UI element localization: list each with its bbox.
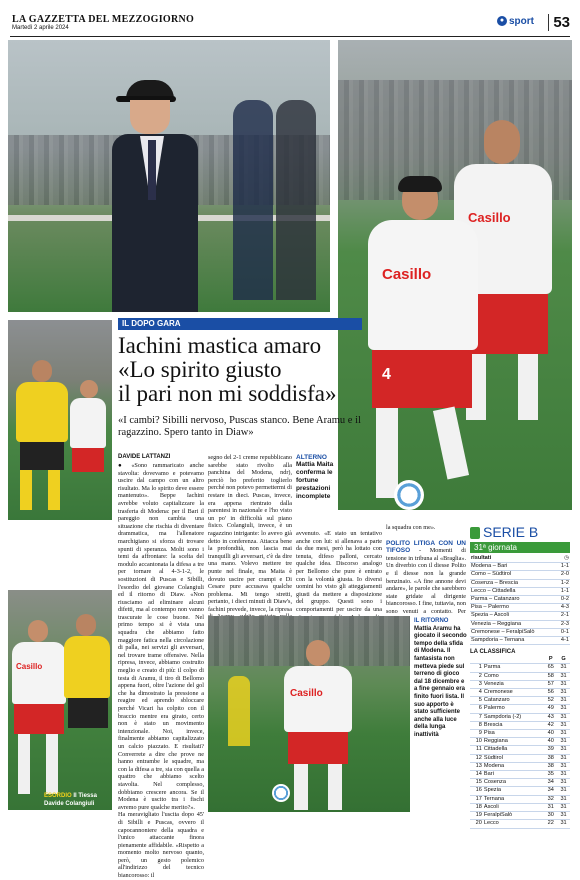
standings-pos: 15 (470, 779, 483, 787)
standings-team: Lecco (483, 820, 544, 828)
alt-box (296, 454, 342, 501)
standings-points: 38 (544, 762, 557, 770)
standings-pos: 11 (470, 746, 483, 754)
standings-played: 31 (557, 697, 570, 705)
result-row (470, 563, 570, 571)
standings-row (470, 754, 570, 762)
standings-team: Palermo (483, 705, 544, 713)
standings-played: 31 (557, 803, 570, 811)
standings-team: Cittadella (483, 746, 544, 754)
alt-label: ALTERNO (296, 454, 327, 461)
standings-team: Brescia (483, 721, 544, 729)
result-match: Modena – Bari (470, 563, 557, 571)
standings-played: 31 (557, 721, 570, 729)
standings-played: 31 (557, 746, 570, 754)
photo-aramu-return: Casillo (208, 616, 410, 812)
result-score: 2-3 (557, 620, 570, 628)
serie-b-box (470, 524, 570, 829)
standings-played: 31 (557, 680, 570, 688)
standings-pos: 5 (470, 697, 483, 705)
standings-pos: 8 (470, 721, 483, 729)
standings-pos: 1 (470, 664, 483, 672)
standings-played: 31 (557, 672, 570, 680)
standings-points: 42 (544, 721, 557, 729)
article-column-4: la squadra con me». POLITO LITIGA CON UN TIFOSO - Momenti di tensione in tribuna al «Braglia». Un diverbio con il diesse Polito e il diesse non la grande benzinaio. «A fine annone devi andare», le parole che sarebbero state gridate al dirigente biancorosso. I fine, tuttavia, non sono venuti a contatto. Per (386, 524, 467, 615)
standings-played: 31 (557, 779, 570, 787)
standings-row (470, 771, 570, 779)
page-number: 53 (548, 14, 570, 31)
page-header (10, 14, 570, 37)
section-brand: ● sport (497, 16, 534, 27)
photo-players-duel: Casillo Casillo 4 (338, 40, 572, 510)
standings-row (470, 820, 570, 828)
result-match: Cosenza – Brescia (470, 579, 557, 587)
caption-ritorno-text: Mattia Aramu ha giocato il secondo tempo della sfida di Modena. Il fantasista non metteva piede sul terreno di gioco dal 18 dicembre e a fine gennaio era finito fuori lista. Il suo apporto è stato sufficiente anche alla luce della lunga inattività (414, 625, 467, 738)
standings-team: Spezia (483, 787, 544, 795)
standings-team: Como (483, 672, 544, 680)
standings-points: 40 (544, 738, 557, 746)
result-row (470, 628, 570, 636)
standings-points: 38 (544, 754, 557, 762)
standings-played: 31 (557, 754, 570, 762)
standings-points: 34 (544, 787, 557, 795)
standings-pos: 4 (470, 689, 483, 697)
standings-played: 31 (557, 762, 570, 770)
result-match: Pisa – Palermo (470, 604, 557, 612)
results-label: risultati (470, 555, 557, 563)
standings-row (470, 721, 570, 729)
result-match: Venezia – Reggiana (470, 620, 557, 628)
standings-table (470, 656, 570, 828)
serie-b-logo-icon (470, 527, 480, 539)
standings-pos: 14 (470, 771, 483, 779)
caption-esordio-label: ESORDIO (44, 793, 72, 799)
standings-played: 31 (557, 787, 570, 795)
result-row (470, 587, 570, 595)
photo-colangiuli-debut: Casillo (8, 590, 112, 810)
result-score: 0-2 (557, 596, 570, 604)
standings-played: 31 (557, 730, 570, 738)
result-score: 4-1 (557, 637, 570, 645)
standings-row (470, 680, 570, 688)
standings-team: Catanzaro (483, 697, 544, 705)
serie-b-title: SERIE B (470, 524, 570, 540)
sidebar-title: POLITO LITIGA CON UN TIFOSO (386, 539, 466, 555)
result-row (470, 612, 570, 620)
standings-team: Venezia (483, 680, 544, 688)
standings-pos: 2 (470, 672, 483, 680)
standings-played: 31 (557, 771, 570, 779)
result-match: Parma – Catanzaro (470, 596, 557, 604)
standings-points: 32 (544, 795, 557, 803)
standings-points: 31 (544, 803, 557, 811)
photo-modena-bari-action (8, 320, 112, 520)
standings-points: 39 (544, 746, 557, 754)
article-column-3: avvenuto. «E stato un tentativo anche con lui: si allenava a parte da due mesi, però ha lottato con tenuta, difeso palloni, cercato qualche idea. Discorso analogo per Bellomo che pure è entrato con la volontà giusta. Io diversi uomini ho visto gli atteggiamenti giusti da mettere a disposizione del gruppo. Questi sono i comportamenti per uscire da una (296, 530, 382, 613)
article-column-1: ● «Sono rammaricato anche stavolta: dovevamo e potevamo uscire dal campo con un altro risultato. Ma lo spirito deve essere mantenuto». Beppe Iachini avrebbe voluto capitalizzare la trasferta di Modena: per il Bari il pareggio non cambia una situazione che rischia di diventare drammatica, ma l'allenatore marchigiano si sforza di trovare spunti di speranza. Molti sono i temi da affrontare: la scelta del modulo accantonata la difesa a tre per tornare al 4-3-1-2, le sostituzioni di Puscas e Sibilli, l'esordio del giovane Colangiuli ed il ritorno di Diaw. «Non riusciamo ad eliminare alcuni difetti, ma al contempo non vanno trascurate le cose buone. Nel primo tempo si è vista una squadra che abbiamo fatto maggiore fatica nella circolazione di palla, nei servizi gli avversari, nel trovare trame offensive. Nella ripresa, invece, abbiamo costruito meglio e creato di più: il colpo di testa di Aramu, il tiro di Bellomo appena fuori, oltre l'azione del gol che ha dimostrato la pressione a reagire ed aprendo sbloccare perché Vicari ha colpito con il braccio mentre era girato, certo non è stato un movimento intenzionale. Noi, invece, finalmente abbiamo capitalizzato un calcio piazzato. E risultati? Converrete a dire che prove ne hanno entrambe le squadre, ma con la difesa a tre, sia con quella a quattro che abbiamo scelto stavolta. Nel complesso, dobbiamo crescere ancora. Se il Modena è uscito tra i fischi avremo pure qualche merito?». Ha meravigliato l'uscita dopo 45' di Sibilli e Puscas, ovvero il capocannoniere della squadra e l'unico attaccante finora pienamente affidabile. «Rispetto a momento molto nervoso quanto, però, un gesto polemico all'indirizzo del tecnico biancorosso: il (118, 462, 204, 880)
standings-team: Modena (483, 762, 544, 770)
result-row (470, 620, 570, 628)
standings-team: FeralpiSalò (483, 812, 544, 820)
standings-row (470, 779, 570, 787)
standings-points: 22 (544, 820, 557, 828)
result-row (470, 637, 570, 645)
standings-row (470, 787, 570, 795)
standings-row (470, 795, 570, 803)
byline: DAVIDE LATTANZI (118, 454, 171, 460)
standings-played: 31 (557, 738, 570, 746)
standings-points: 34 (544, 779, 557, 787)
caption-esordio-text: Il Tiessa Davide Colangiuli (44, 793, 97, 807)
standings-label: LA CLASSIFICA (470, 649, 516, 656)
headline-line: «Lo spirito giusto (118, 357, 282, 382)
standings-points: 43 (544, 713, 557, 721)
standings-row (470, 664, 570, 672)
result-row (470, 604, 570, 612)
standings-header: P G (470, 656, 570, 664)
result-match: Cremonese – FeralpiSalò (470, 628, 557, 636)
round-banner: 31ª giornata (470, 542, 570, 553)
standings-points: 65 (544, 664, 557, 672)
standings-row (470, 738, 570, 746)
standings-points: 49 (544, 705, 557, 713)
standings-team: Ascoli (483, 803, 544, 811)
standings-pos: 18 (470, 803, 483, 811)
standings-row (470, 812, 570, 820)
standings-team: Ternana (483, 795, 544, 803)
result-score: 0-1 (557, 628, 570, 636)
standings-pos: 16 (470, 787, 483, 795)
standings-played: 31 (557, 713, 570, 721)
subheadline: «I cambi? Sibilli nervoso, Puscas stanco. Bene Aramu e il ragazzino. Spero tanto in Diaw» (118, 415, 361, 438)
standings-points: 57 (544, 680, 557, 688)
standings-row (470, 672, 570, 680)
standings-row (470, 762, 570, 770)
result-match: Spezia – Ascoli (470, 612, 557, 620)
standings-pos: 13 (470, 762, 483, 770)
standings-played: 31 (557, 689, 570, 697)
caption-ritorno (414, 618, 468, 740)
result-match: Como – Südtirol (470, 571, 557, 579)
standings-pos: 9 (470, 730, 483, 738)
newspaper-name: LA GAZZETTA DEL MEZZOGIORNO (12, 14, 195, 25)
standings-points: 40 (544, 730, 557, 738)
standings-points: 35 (544, 771, 557, 779)
standings-points: 58 (544, 672, 557, 680)
result-score: 4-3 (557, 604, 570, 612)
result-score: 1-2 (557, 579, 570, 587)
standings-played: 31 (557, 812, 570, 820)
result-score: 1-1 (557, 563, 570, 571)
standings-played: 31 (557, 820, 570, 828)
standings-pos: 12 (470, 754, 483, 762)
standings-pos: 17 (470, 795, 483, 803)
clock-icon: ◷ (557, 555, 570, 563)
headline (118, 334, 368, 406)
caption-ritorno-label: IL RITORNO (414, 618, 449, 624)
standings-pos: 10 (470, 738, 483, 746)
standings-team: Bari (483, 771, 544, 779)
standings-row (470, 803, 570, 811)
issue-date: Martedì 2 aprile 2024 (12, 25, 69, 31)
result-score: 2-0 (557, 571, 570, 579)
alt-text: Mattia Maita conferma le fortune prestazioni incomplete (296, 461, 334, 500)
section-kicker: IL DOPO GARA (118, 318, 362, 330)
standings-team: Parma (483, 664, 544, 672)
standings-row (470, 730, 570, 738)
standings-pos: 19 (470, 812, 483, 820)
standings-played: 31 (557, 664, 570, 672)
result-score: 2-1 (557, 612, 570, 620)
standings-team: Cosenza (483, 779, 544, 787)
photo-coach (8, 40, 330, 312)
standings-row (470, 746, 570, 754)
results-table (470, 555, 570, 645)
headline-line: Iachini mastica amaro (118, 333, 322, 358)
standings-row (470, 705, 570, 713)
result-match: Sampdoria – Ternana (470, 637, 557, 645)
standings-pos: 6 (470, 705, 483, 713)
standings-row (470, 713, 570, 721)
standings-points: 56 (544, 689, 557, 697)
standings-pos: 7 (470, 713, 483, 721)
standings-pos: 20 (470, 820, 483, 828)
standings-points: 30 (544, 812, 557, 820)
standings-played: 31 (557, 795, 570, 803)
standings-row (470, 689, 570, 697)
article-column-2: segno del 2-1 creme repubblicano sarebbe stato rivolto alla panchina del Modena, ndr), perciò ho preferito toglierlo perché non potevo permettermi di restare in dieci. Puscas, invece, era appena rientrato dalla parentesi in nazionale e l'ho visto un po' in difficoltà sul piano fisico. Colangiuli, invece, è un ragazzino intrigante: lo avevo già detto in conferenza. Attacca bene la profondità, non lascia mai tranquilli gli avversari, c'è da dire una mano. Volevo mettere tre punte nel finale, ma Maita è dovuto uscire per crampi e Di Cesare pure accusava qualche problema. Mi tengo stretti, pertanto, i dieci minuti di Diaw's, fachini prevede, invece, la ripresa (208, 454, 292, 613)
headline-line: il pari non mi soddisfa» (118, 381, 337, 406)
result-score: 1-1 (557, 587, 570, 595)
standings-played: 31 (557, 705, 570, 713)
standings-team: Sampdoria (-2) (483, 713, 544, 721)
standings-row (470, 697, 570, 705)
standings-team: Cremonese (483, 689, 544, 697)
result-row (470, 596, 570, 604)
standings-team: Pisa (483, 730, 544, 738)
standings-points: 52 (544, 697, 557, 705)
standings-pos: 3 (470, 680, 483, 688)
standings-team: Südtirol (483, 754, 544, 762)
result-match: Lecco – Cittadella (470, 587, 557, 595)
result-row (470, 579, 570, 587)
result-row (470, 571, 570, 579)
caption-esordio (44, 793, 114, 808)
standings-team: Reggiana (483, 738, 544, 746)
ball-icon: ● (497, 16, 507, 26)
